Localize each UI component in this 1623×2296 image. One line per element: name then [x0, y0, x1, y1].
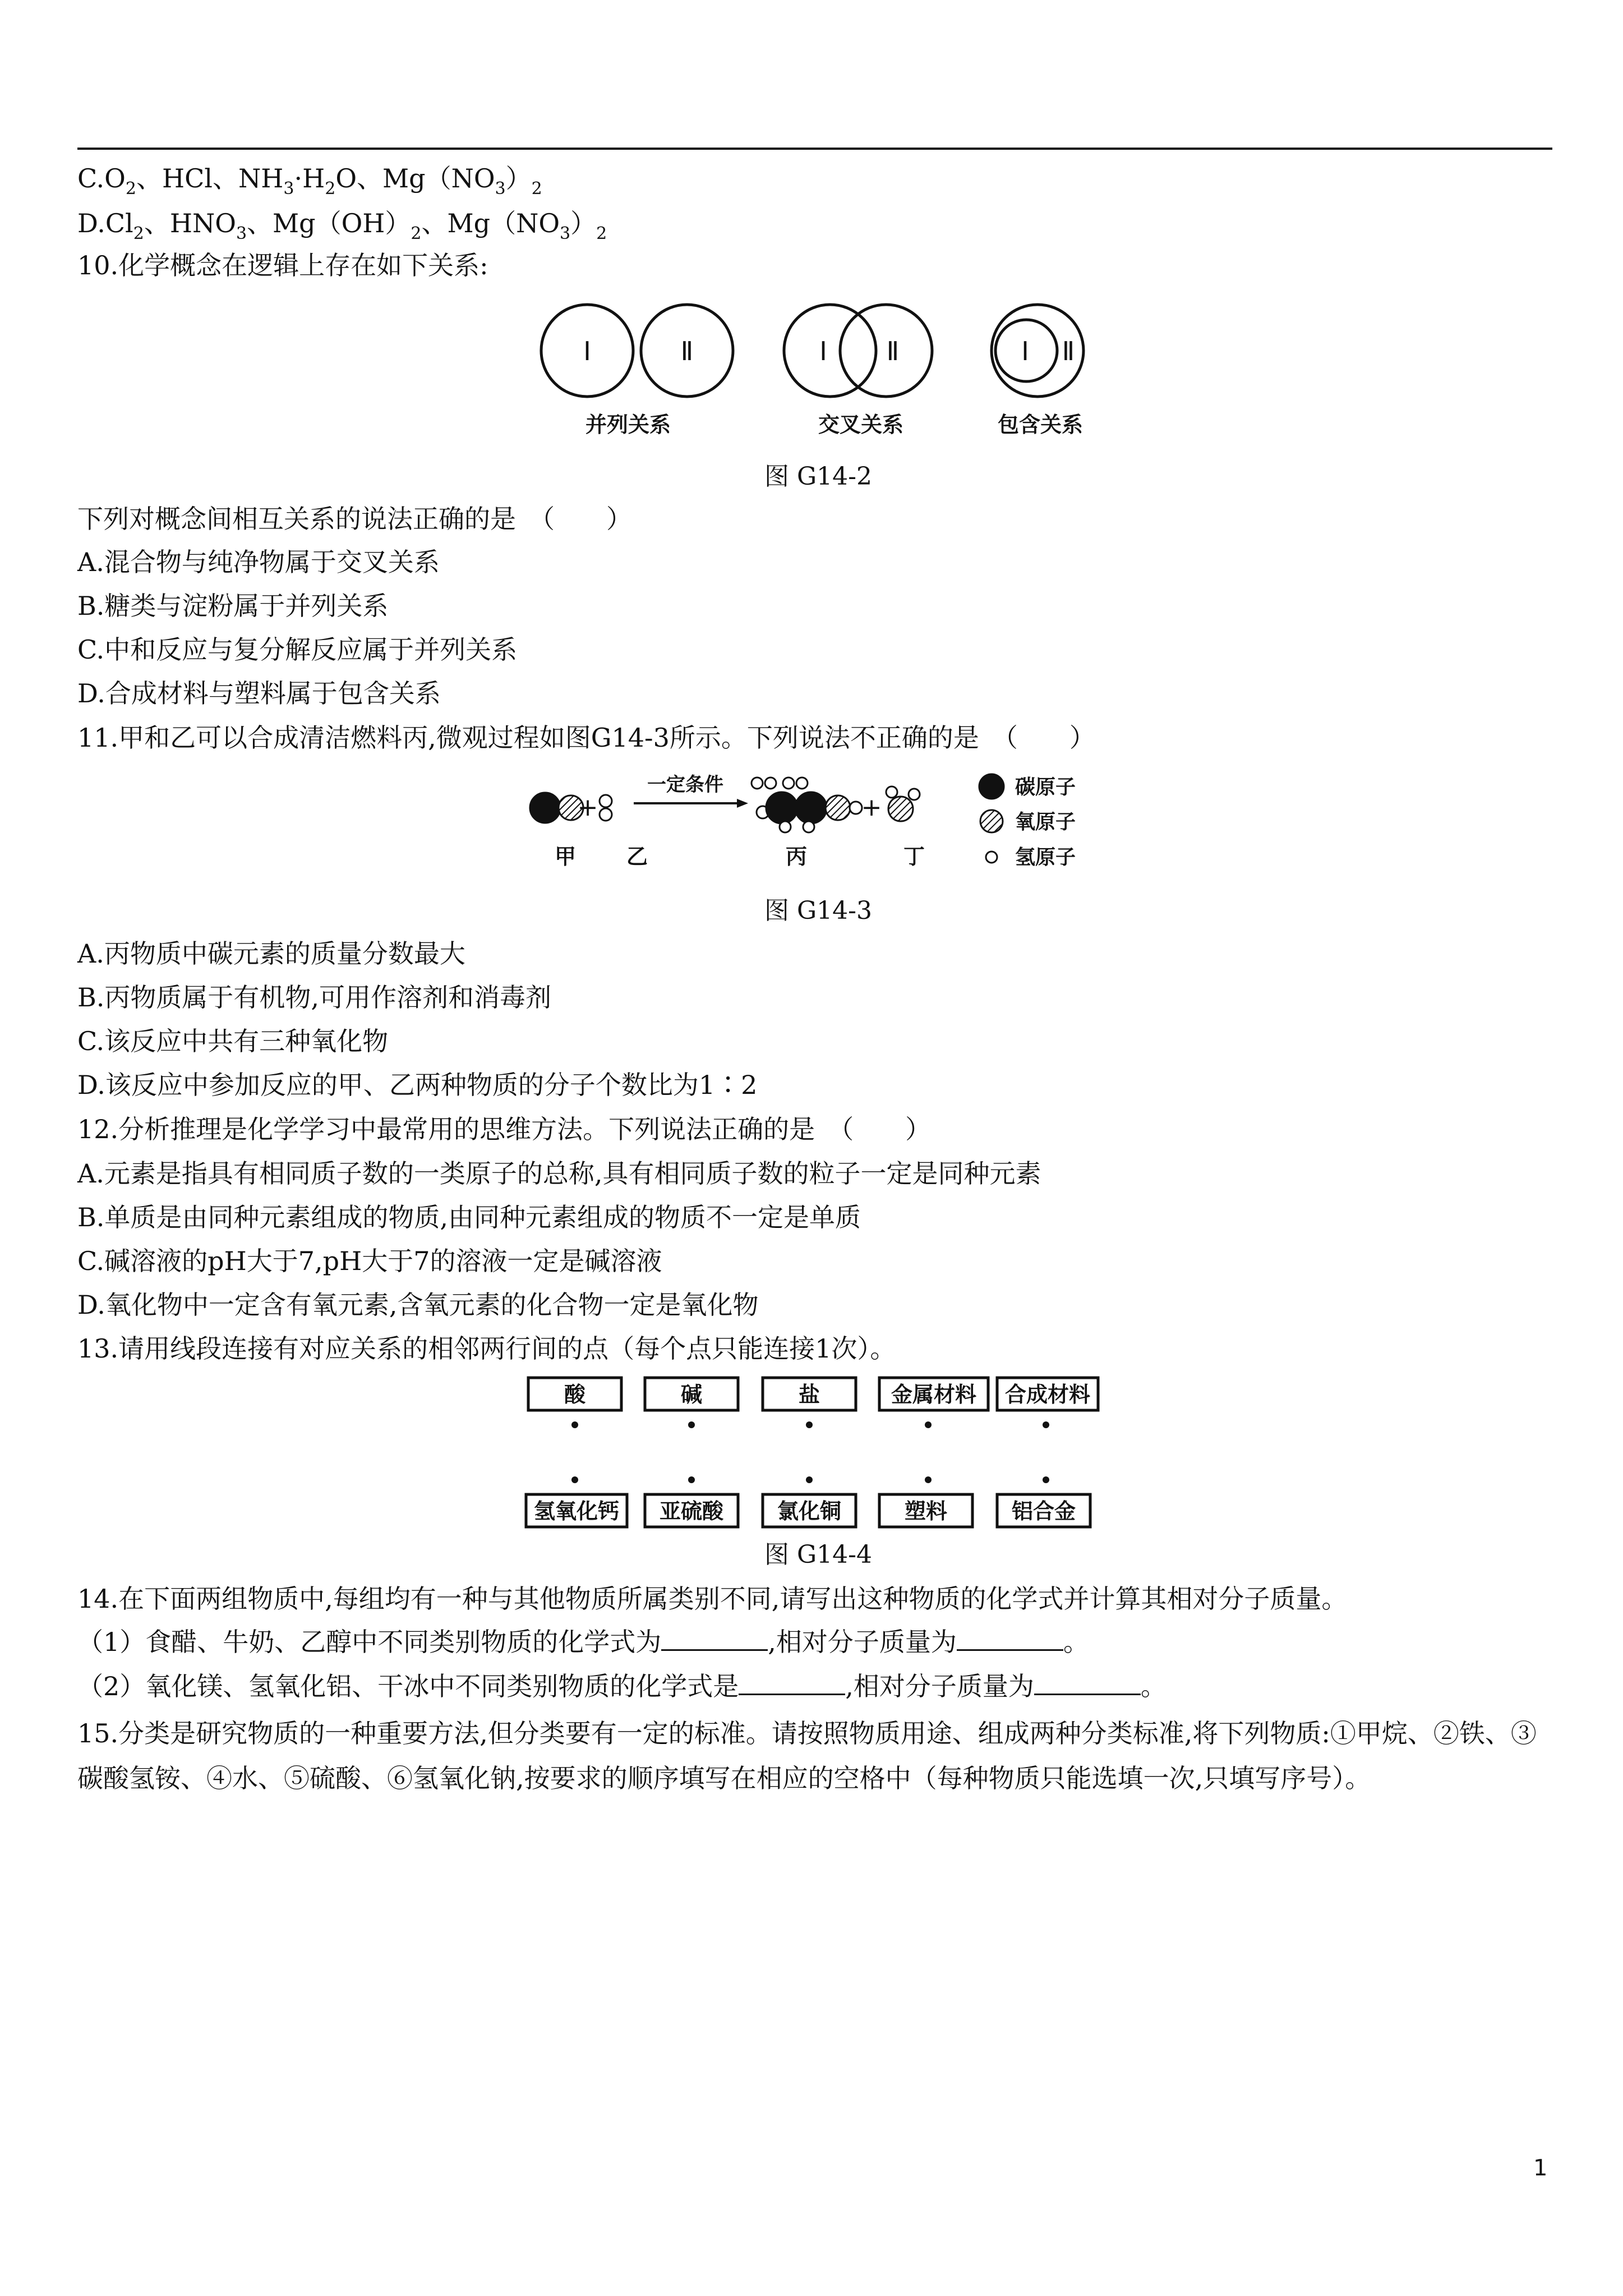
- answer-blank[interactable]: [1034, 1669, 1141, 1695]
- q10-option-b: B.糖类与淀粉属于并列关系: [77, 591, 389, 621]
- hydrogen-legend-icon: [986, 852, 997, 863]
- cross-label-2: Ⅱ: [886, 336, 900, 366]
- top-dot-2: [688, 1421, 695, 1428]
- bottom-dot-5: [1043, 1476, 1049, 1483]
- bottom-dot-4: [925, 1476, 932, 1483]
- top-label-5: 合成材料: [1004, 1382, 1091, 1407]
- matching-figure: [522, 1373, 1105, 1536]
- q15-stem: 15.分类是研究物质的一种重要方法,但分类要有一定的标准。请按照物质用途、组成两种分类标准,将下列物质:①甲烷、②铁、③碳酸氢铵、④水、⑤硫酸、⑥氢氧化钠,按要求的顺序填写在相应的空格中（每种物质只能选填一次,只填写序号）。: [77, 1718, 1537, 1793]
- legend-oxygen: 氧原子: [1015, 811, 1076, 834]
- q9-option-c: $C.O_2$、HCl、$NH_3\cdot H_2O$、$Mg(NO_3)_2$: [77, 163, 542, 199]
- parallel-relation-label: 并列关系: [585, 412, 671, 437]
- bottom-dot-3: [806, 1476, 813, 1483]
- q12-stem: 12.分析推理是化学学习中最常用的思维方法。下列说法正确的是 （ ）: [77, 1114, 932, 1144]
- page-number: 1: [1533, 2155, 1548, 2181]
- label-yi: 乙: [626, 844, 648, 869]
- top-dot-4: [925, 1421, 932, 1428]
- top-dot-3: [806, 1421, 813, 1428]
- cross-label-1: Ⅰ: [819, 336, 827, 366]
- molecule-jia: [530, 793, 583, 823]
- top-label-1: 酸: [564, 1382, 586, 1407]
- q12-option-b: B.单质是由同种元素组成的物质,由同种元素组成的物质不一定是单质: [77, 1202, 861, 1232]
- q11-stem: 11.甲和乙可以合成清洁燃料丙,微观过程如图G14-3所示。下列说法不正确的是 （ ）: [77, 723, 1095, 753]
- parallel-label-2: Ⅱ: [680, 336, 694, 366]
- fig2-caption: 图 G14-2: [764, 462, 872, 491]
- q11-option-a: A.丙物质中碳元素的质量分数最大: [77, 938, 465, 969]
- legend-hydrogen: 氢原子: [1015, 846, 1076, 869]
- bottom-dot-1: [571, 1476, 578, 1483]
- top-label-3: 盐: [798, 1382, 820, 1407]
- legend-carbon: 碳原子: [1015, 776, 1076, 799]
- q14-stem: 14.在下面两组物质中,每组均有一种与其他物质所属类别不同,请写出这种物质的化学式并计算其相对分子质量。: [77, 1584, 1348, 1614]
- cross-circle-1: [784, 305, 876, 397]
- contain-relation-label: 包含关系: [997, 412, 1083, 437]
- bottom-dot-2: [688, 1476, 695, 1483]
- arrow-head-icon: [737, 799, 748, 808]
- q11-option-b: B.丙物质属于有机物,可用作溶剂和消毒剂: [77, 982, 552, 1013]
- venn-figure: [527, 297, 1110, 443]
- top-label-4: 金属材料: [891, 1382, 977, 1407]
- q12-option-d: D.氧化物中一定含有氧元素,含氧元素的化合物一定是氧化物: [77, 1290, 759, 1320]
- legend: [979, 774, 1004, 863]
- q14-part-1: （1）食醋、牛奶、乙醇中不同类别物质的化学式为 ,相对分子质量为 。: [77, 1625, 1089, 1659]
- q12-option-a: A.元素是指具有相同质子数的一类原子的总称,具有相同质子数的粒子一定是同种元素: [77, 1158, 1041, 1189]
- oxygen-legend-icon: [980, 810, 1003, 832]
- q12-option-c: C.碱溶液的pH大于7,pH大于7的溶液一定是碱溶液: [77, 1246, 662, 1276]
- label-ding: 丁: [903, 844, 925, 869]
- top-dot-5: [1043, 1421, 1049, 1428]
- label-jia: 甲: [554, 844, 577, 869]
- bottom-label-2: 亚硫酸: [659, 1499, 724, 1524]
- q10-option-a: A.混合物与纯净物属于交叉关系: [77, 547, 440, 577]
- bottom-label-3: 氯化铜: [777, 1499, 842, 1524]
- label-bing: 丙: [785, 844, 808, 869]
- cross-relation-label: 交叉关系: [818, 412, 904, 437]
- q10-option-c: C.中和反应与复分解反应属于并列关系: [77, 634, 518, 665]
- contain-label-2: Ⅱ: [1062, 336, 1075, 366]
- fig3-caption: 图 G14-3: [764, 896, 872, 925]
- top-label-2: 碱: [680, 1382, 703, 1407]
- molecule-yi: [600, 795, 612, 821]
- molecule-bing: [751, 777, 862, 832]
- plus-1: +: [577, 793, 598, 822]
- molecule-ding: [886, 786, 920, 821]
- q11-option-d: D.该反应中参加反应的甲、乙两种物质的分子个数比为1∶2: [77, 1070, 758, 1100]
- answer-blank[interactable]: [957, 1625, 1063, 1651]
- q10-option-d: D.合成材料与塑料属于包含关系: [77, 678, 441, 708]
- bottom-label-5: 铝合金: [1011, 1499, 1076, 1524]
- q9-option-d: $D.Cl_2$、$HNO_3$、$Mg(OH)_2$、$Mg(NO_3)_2$: [77, 208, 607, 243]
- header-rule: [77, 148, 1552, 150]
- answer-blank[interactable]: [661, 1625, 768, 1651]
- carbon-legend-icon: [979, 774, 1004, 799]
- bottom-label-4: 塑料: [904, 1499, 948, 1524]
- condition-label: 一定条件: [647, 774, 723, 796]
- bottom-label-1: 氢氧化钙: [533, 1499, 620, 1524]
- q10-stem: 下列对概念间相互关系的说法正确的是 （ ）: [77, 504, 632, 534]
- fig4-caption: 图 G14-4: [764, 1540, 872, 1569]
- top-dot-1: [571, 1421, 578, 1428]
- q10-title: 10.化学概念在逻辑上存在如下关系:: [77, 250, 488, 280]
- q11-option-c: C.该反应中共有三种氧化物: [77, 1026, 389, 1056]
- contain-label-1: Ⅰ: [1021, 336, 1029, 366]
- q13-stem: 13.请用线段连接有对应关系的相邻两行间的点（每个点只能连接1次）。: [77, 1333, 896, 1364]
- molecule-figure: [522, 769, 1127, 881]
- plus-2: +: [861, 793, 882, 822]
- answer-blank[interactable]: [739, 1669, 845, 1695]
- q14-part-2: （2）氧化镁、氢氧化铝、干冰中不同类别物质的化学式是 ,相对分子质量为 。: [77, 1669, 1166, 1703]
- parallel-label-1: Ⅰ: [583, 336, 591, 366]
